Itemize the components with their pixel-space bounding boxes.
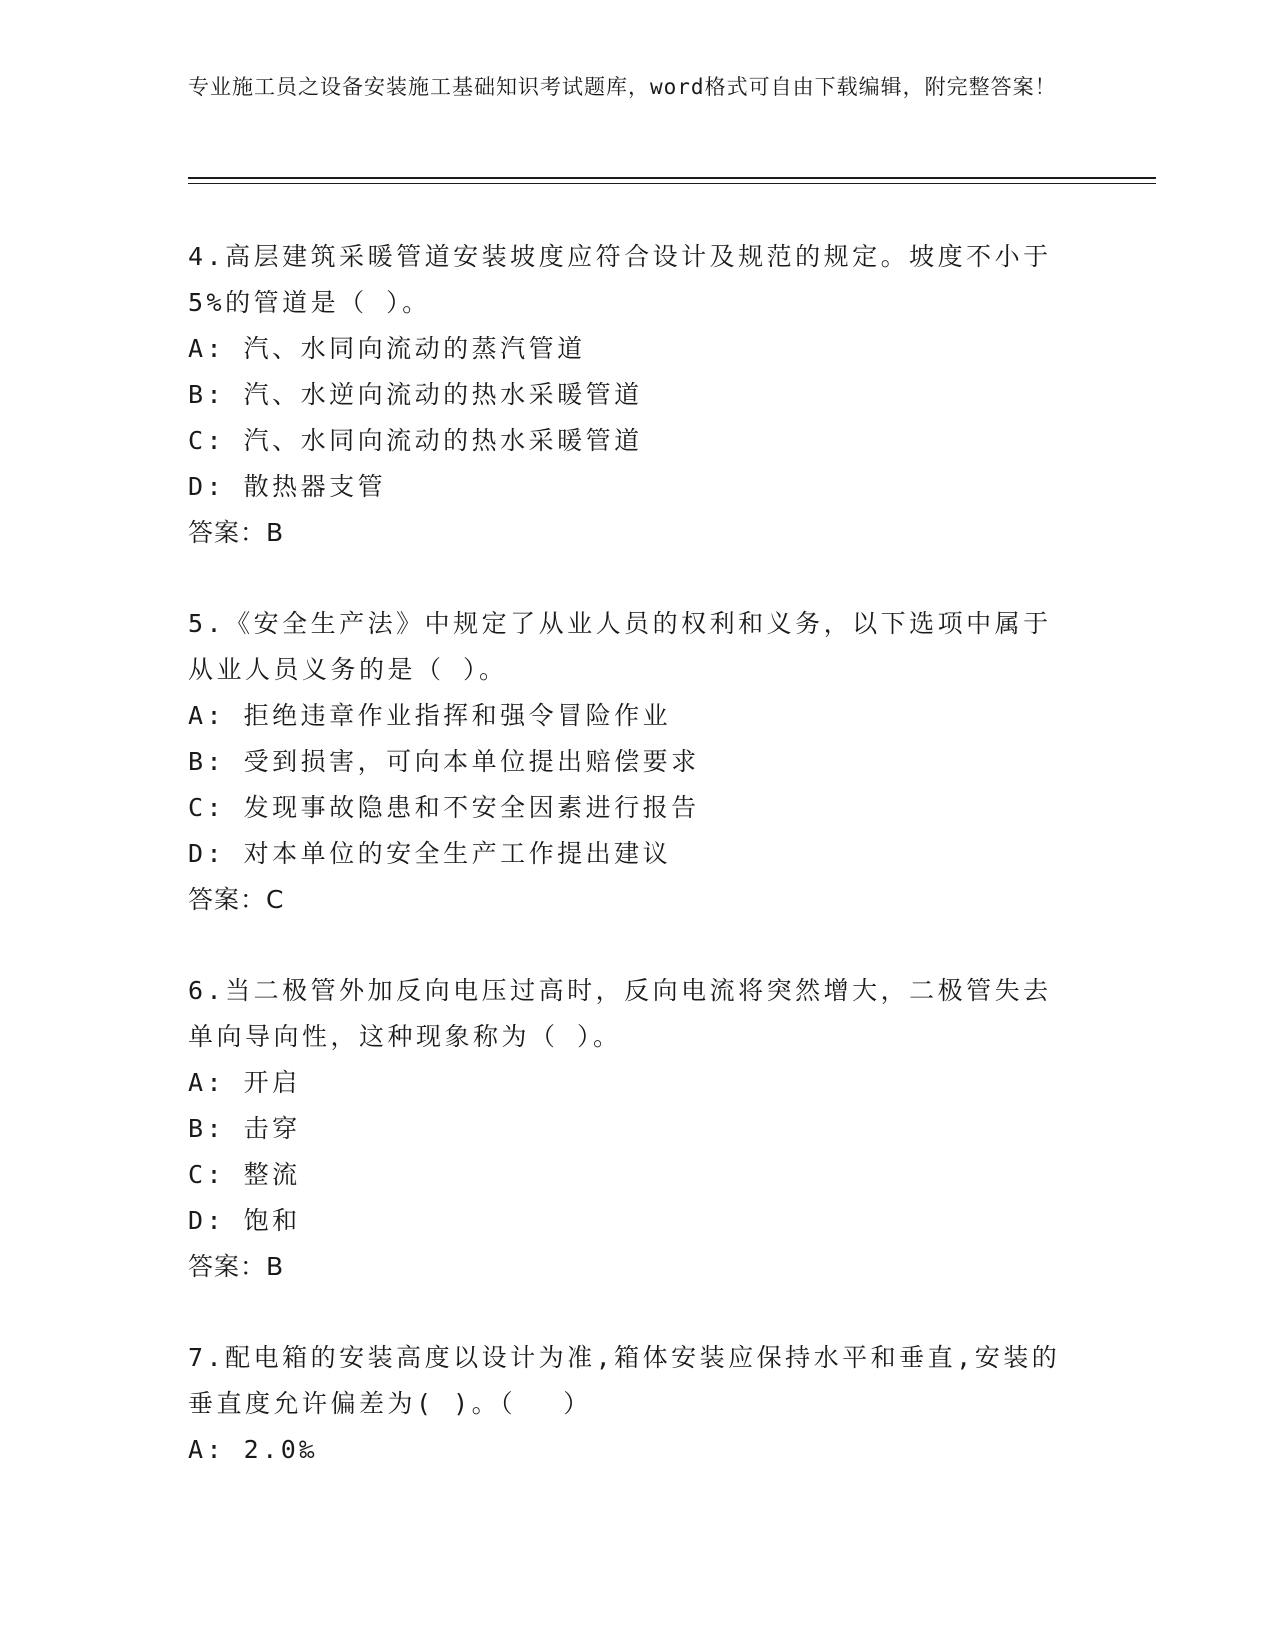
question-stem: 4.高层建筑采暖管道安装坡度应符合设计及规范的规定。坡度不小于5%的管道是（ ）。 [188,242,1052,317]
option-c: C: 整流 [188,1160,301,1189]
question-4 [188,234,1068,556]
option-a: A: 开启 [188,1068,301,1097]
question-stem: 5.《安全生产法》中规定了从业人员的权利和义务，以下选项中属于从业人员义务的是（ ）。 [188,609,1052,684]
answer-line: 答案：B [188,1252,285,1281]
question-5 [188,601,1068,923]
question-spacer [188,1290,1068,1335]
option-d: D: 对本单位的安全生产工作提出建议 [188,839,672,868]
document-header: 专业施工员之设备安装施工基础知识考试题库，word格式可自由下载编辑，附完整答案！ [188,75,1057,99]
option-c: C: 汽、水同向流动的热水采暖管道 [188,426,643,455]
option-a: A: 拒绝违章作业指挥和强令冒险作业 [188,701,672,730]
option-d: D: 饱和 [188,1206,301,1235]
answer-line: 答案：C [188,885,285,914]
option-b: B: 受到损害，可向本单位提出赔偿要求 [188,747,700,776]
option-a: A: 汽、水同向流动的蒸汽管道 [188,334,586,363]
question-6 [188,968,1068,1290]
answer-line: 答案：B [188,518,285,547]
option-d: D: 散热器支管 [188,472,387,501]
header-divider-thick [188,177,1156,179]
question-7 [188,1335,1068,1473]
question-list [188,234,1068,1473]
option-b: B: 汽、水逆向流动的热水采暖管道 [188,380,643,409]
question-stem: 7.配电箱的安装高度以设计为准,箱体安装应保持水平和垂直,安装的垂直度允许偏差为( )。（ ） [188,1343,1061,1418]
option-a: A: 2.0‰ [188,1435,318,1464]
question-spacer [188,556,1068,601]
question-stem: 6.当二极管外加反向电压过高时，反向电流将突然增大，二极管失去单向导向性，这种现象称为（ ）。 [188,976,1052,1051]
header-divider-thin [188,183,1156,184]
option-c: C: 发现事故隐患和不安全因素进行报告 [188,793,700,822]
option-b: B: 击穿 [188,1114,301,1143]
question-spacer [188,923,1068,968]
